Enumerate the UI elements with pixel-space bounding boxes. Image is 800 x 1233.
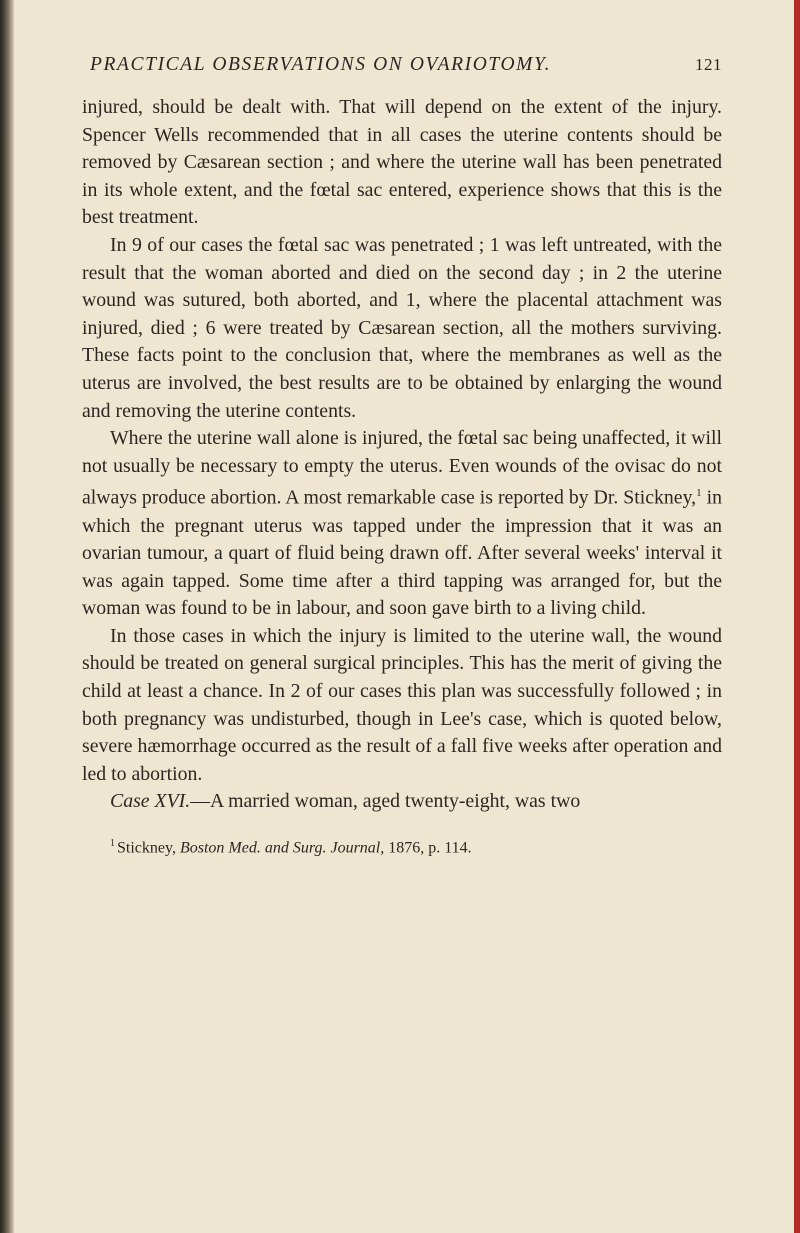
footnote-reference[interactable]: 1 — [696, 487, 702, 500]
paragraph-stickney — [82, 425, 722, 623]
running-header — [90, 54, 722, 76]
footnote-details: 1876, p. 114. — [384, 839, 472, 857]
case-label: Case XVI. — [110, 790, 191, 813]
running-title: PRACTICAL OBSERVATIONS ON OVARIOTOMY. — [90, 54, 552, 75]
footnote-mark: 1 — [110, 838, 115, 850]
paragraph-4: In those cases in which the injury is limited to the uterine wall, the wound should be treated on general surgical principles. This has the merit of giving the child at least a chance. In 2 of our cases this plan was successfully followed ; in both pregnancy was undisturbed, though in Lee's case, which is quoted below, severe hæmorrhage occurred as the result of a fall five weeks after operation and led to abortion. — [82, 624, 722, 785]
paragraph-stickney-text-a: Where the uterine wall alone is injured, the fœtal sac being unaffected, it will not usually be necessary to empty the uterus. Even wounds of the ovisac do not always produce abortion. A most remarkable case is reported by Dr. Stickney, — [82, 427, 722, 509]
footnote-journal: Boston Med. and Surg. Journal, — [179, 839, 385, 857]
page-number: 121 — [695, 55, 722, 74]
page-edge-stripe — [794, 0, 800, 1233]
paragraph-stickney-text-b: in which the pregnant uterus was tapped under the impression that it was an ovarian tumour, a quart of fluid being drawn off. After several weeks' interval it was again tapped. Some time after a third tapping was arranged for, but the woman was found to be in labour, and soon gave birth to a living child. — [82, 486, 722, 620]
book-binding-edge — [0, 0, 14, 1233]
footnote — [82, 838, 722, 857]
case-paragraph — [82, 788, 722, 816]
paragraph-1: injured, should be dealt with. That will depend on the extent of the injury. Spencer Wells recommended that in all cases the uterine contents should be removed by Cæsarean section ; and where the uterine wall has been penetrated in its whole extent, and the fœtal sac entered, experience shows that this is the best treatment. — [82, 96, 722, 229]
case-text: —A married woman, aged twenty-eight, was two — [190, 790, 581, 813]
paragraph-2: In 9 of our cases the fœtal sac was penetrated ; 1 was left untreated, with the result that the woman aborted and died on the second day ; in 2 the uterine wound was sutured, both aborted, and 1, where the placental attachment was injured, died ; 6 were treated by Cæsarean section, all the mothers surviving. These facts point to the conclusion that, where the membranes as well as the uterus are involved, the best results are to be obtained by enlarging the wound and removing the uterine contents. — [82, 233, 722, 422]
footnote-author: Stickney, — [117, 839, 180, 857]
book-page — [82, 54, 722, 857]
